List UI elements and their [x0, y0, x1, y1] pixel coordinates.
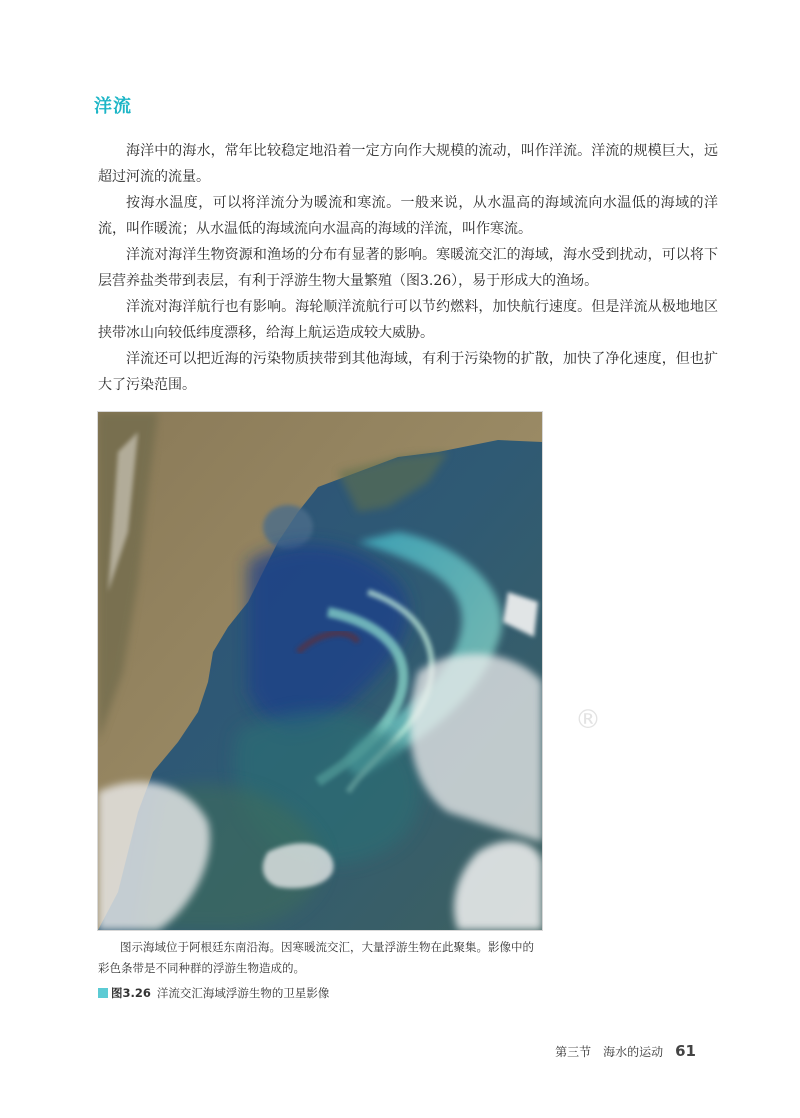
- page-number: 61: [675, 1042, 696, 1060]
- page-footer: [555, 1042, 696, 1060]
- section-heading: 洋流: [94, 96, 132, 117]
- paragraph: 海洋中的海水，常年比较稳定地沿着一定方向作大规模的流动，叫作洋流。洋流的规模巨大，远超过河流的流量。: [98, 143, 718, 185]
- figure-caption: [98, 985, 329, 1001]
- paragraph: 按海水温度，可以将洋流分为暖流和寒流。一般来说，从水温高的海域流向水温低的海域的洋流，叫作暖流；从水温低的海域流向水温高的海域的洋流，叫作寒流。: [98, 195, 718, 237]
- watermark-mark: ®: [575, 705, 601, 735]
- footer-section: 第三节 海水的运动: [555, 1045, 664, 1059]
- paragraph: 洋流对海洋航行也有影响。海轮顺洋流航行可以节约燃料，加快航行速度。但是洋流从极地地区挟带冰山向较低纬度漂移，给海上航运造成较大威胁。: [98, 299, 718, 341]
- figure-caption-note: 图示海域位于阿根廷东南沿海。因寒暖流交汇，大量浮游生物在此聚集。影像中的彩色条带是不同种群的浮游生物造成的。: [98, 940, 534, 975]
- paragraph: 洋流还可以把近海的污染物质挟带到其他海域，有利于污染物的扩散，加快了净化速度，但也扩大了污染范围。: [98, 351, 718, 393]
- caption-marker-icon: [98, 988, 108, 998]
- paragraph: 洋流对海洋生物资源和渔场的分布有显著的影响。寒暖流交汇的海域，海水受到扰动，可以将下层营养盐类带到表层，有利于浮游生物大量繁殖（图3.26），易于形成大的渔场。: [98, 247, 718, 289]
- body-text: [98, 138, 718, 398]
- figure-number: 图3.26: [111, 986, 151, 1000]
- satellite-image: [97, 411, 543, 931]
- figure-title: 洋流交汇海域浮游生物的卫星影像: [156, 986, 330, 1000]
